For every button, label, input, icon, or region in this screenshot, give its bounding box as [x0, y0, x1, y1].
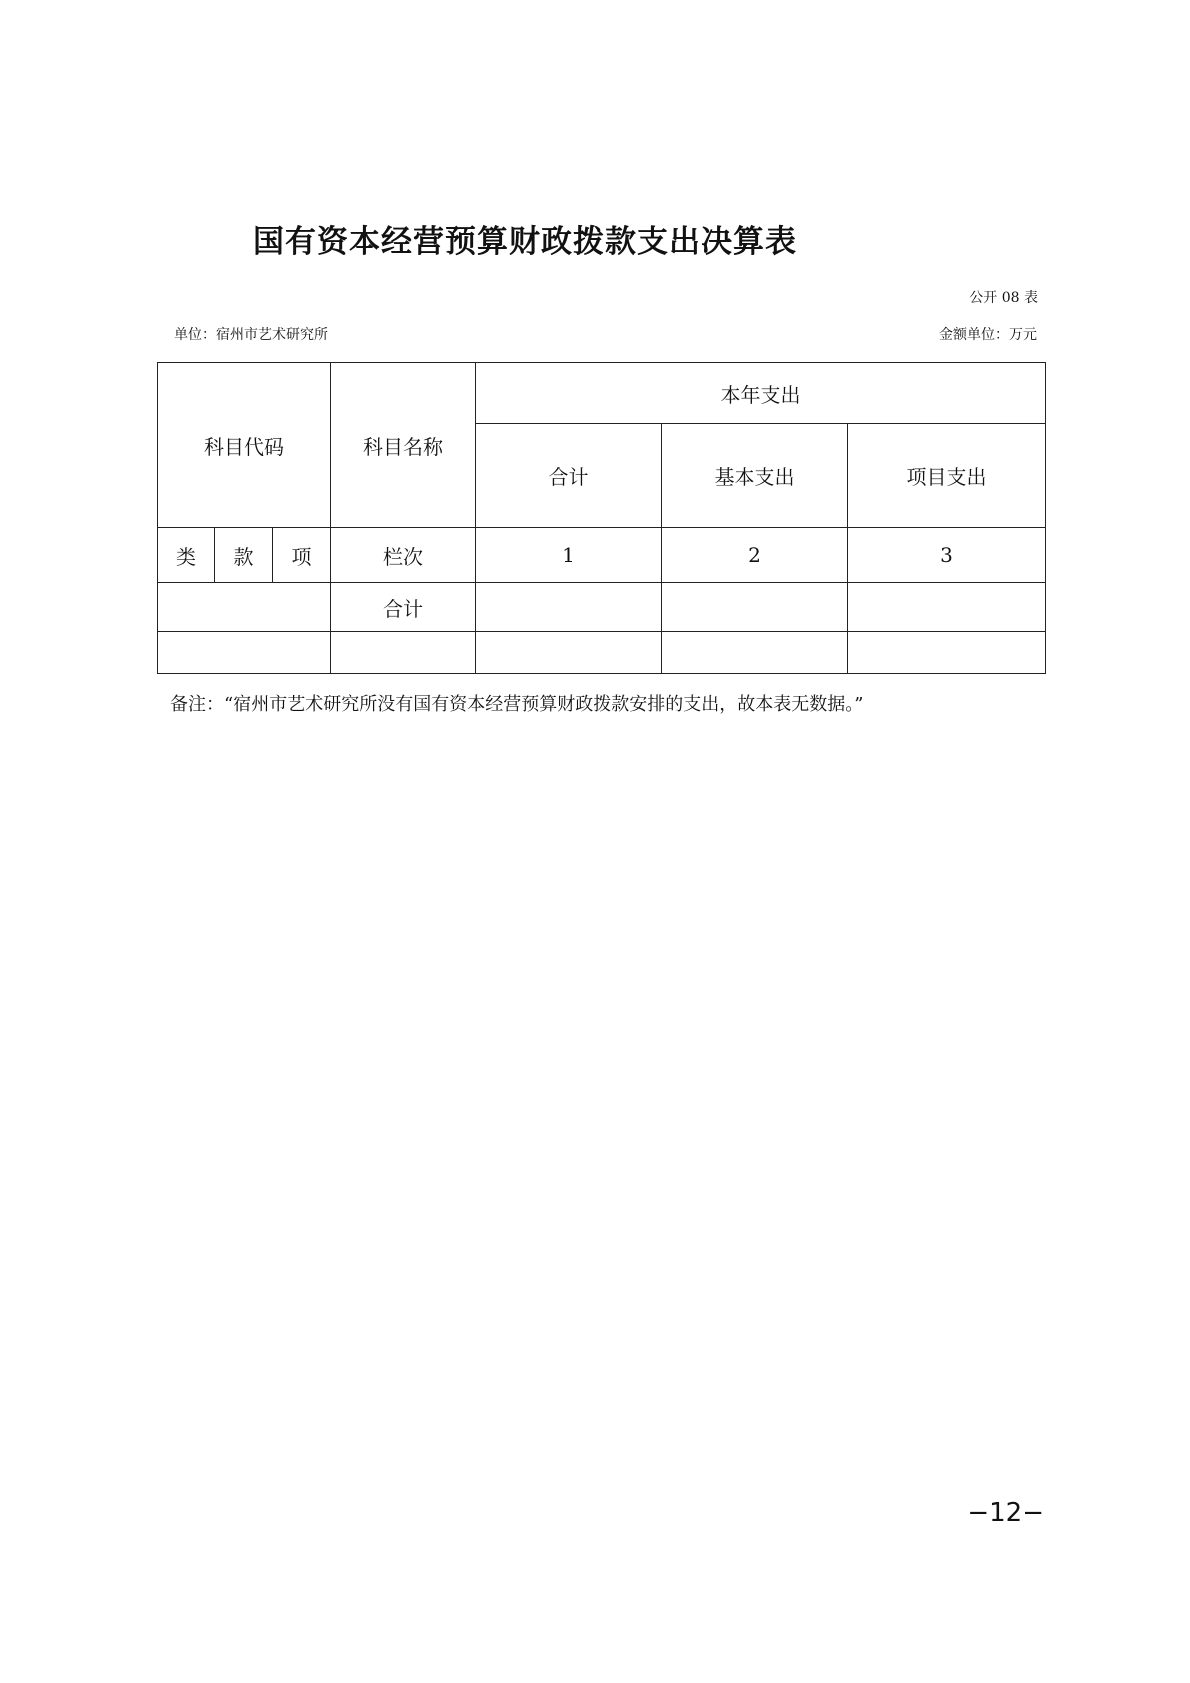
index-col-3: 3: [848, 528, 1046, 583]
index-col-2: 2: [662, 528, 848, 583]
total-row-value-3: [848, 583, 1046, 632]
header-total: 合计: [476, 424, 662, 528]
amount-unit: 金额单位：万元: [939, 327, 1037, 343]
blank-row-value-2: [662, 632, 848, 674]
total-row-value-2: [662, 583, 848, 632]
index-column-label: 栏次: [331, 528, 476, 583]
reporting-unit: 单位：宿州市艺术研究所: [174, 327, 328, 343]
expenditure-table: [157, 362, 1046, 674]
header-project-expense: 项目支出: [848, 424, 1046, 528]
header-current-year-expense: 本年支出: [476, 363, 1046, 424]
document-title: 国有资本经营预算财政拨款支出决算表: [253, 224, 797, 260]
header-subject-code: 科目代码: [158, 363, 331, 528]
header-basic-expense: 基本支出: [662, 424, 848, 528]
table-note: 备注：“宿州市艺术研究所没有国有资本经营预算财政拨款安排的支出，故本表无数据。”: [170, 694, 864, 715]
blank-row-name: [331, 632, 476, 674]
page-number: −12−: [967, 1498, 1044, 1528]
index-xiang: 项: [273, 528, 331, 583]
total-row: [158, 583, 1046, 632]
total-row-code: [158, 583, 331, 632]
index-lei: 类: [158, 528, 215, 583]
blank-row-code: [158, 632, 331, 674]
index-col-1: 1: [476, 528, 662, 583]
index-kuan: 款: [215, 528, 273, 583]
blank-row-value-3: [848, 632, 1046, 674]
header-row-1: [158, 363, 1046, 424]
total-row-label: 合计: [331, 583, 476, 632]
header-subject-name: 科目名称: [331, 363, 476, 528]
form-number: 公开 08 表: [969, 290, 1038, 306]
total-row-value-1: [476, 583, 662, 632]
blank-row: [158, 632, 1046, 674]
index-row: [158, 528, 1046, 583]
blank-row-value-1: [476, 632, 662, 674]
